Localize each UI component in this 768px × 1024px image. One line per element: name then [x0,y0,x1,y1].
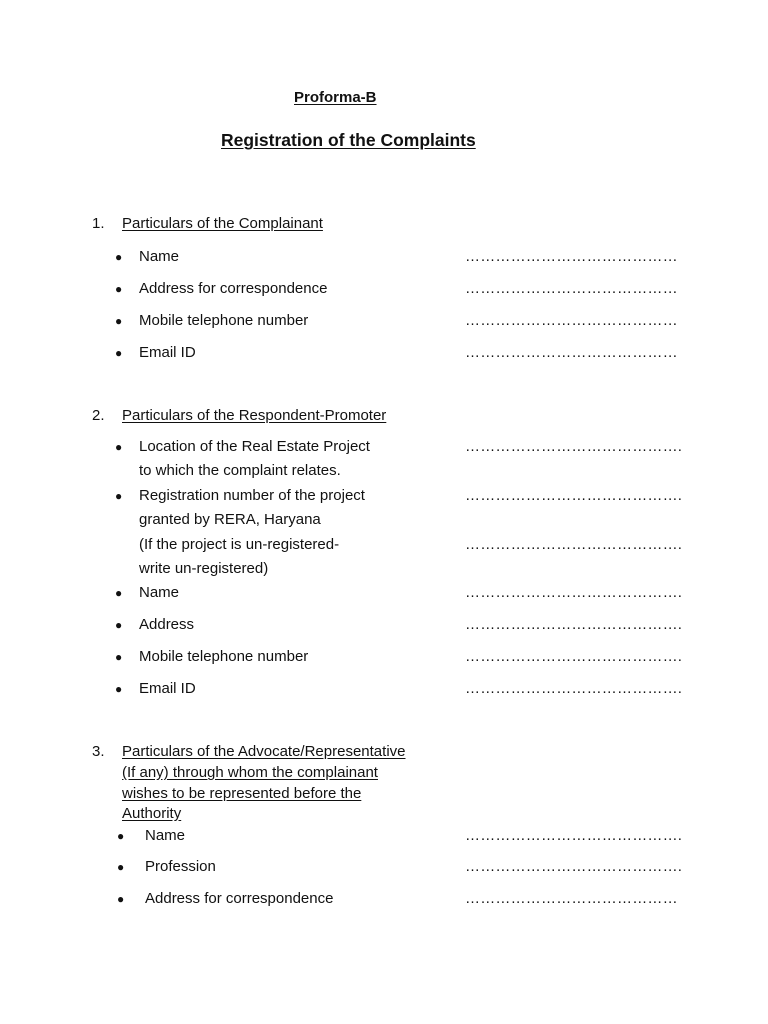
fill-in-blank: …………………………………… [465,890,678,907]
bullet-icon: ● [115,250,123,264]
bullet-icon: ● [115,314,123,328]
section-title: Particulars of the Respondent-Promoter [122,407,387,424]
field-label: Address [139,616,195,633]
fill-in-blank: ……………………………………. [465,827,683,844]
section-number: 2. [92,407,105,424]
fill-in-blank: …………………………………… [465,312,678,329]
section-number: 3. [92,743,105,760]
field-label: Name [139,248,180,265]
field-label: Email ID [139,344,196,361]
field-label: Mobile telephone number [139,312,309,329]
section-number: 1. [92,215,105,232]
page-title: Registration of the Complaints [221,130,476,150]
field-label: granted by RERA, Haryana [139,511,321,528]
section-title: Particulars of the Complainant [122,215,323,232]
field-label: Address for correspondence [145,890,334,907]
fill-in-blank: ……………………………………. [465,487,683,504]
bullet-icon: ● [115,346,123,360]
fill-in-blank: …………………………………… [465,248,678,265]
bullet-icon: ● [115,586,123,600]
section-title: Particulars of the Advocate/Representative [122,743,406,760]
bullet-icon: ● [115,618,123,632]
bullet-icon: ● [117,892,125,906]
fill-in-blank: ……………………………………. [465,858,683,875]
field-label: Mobile telephone number [139,648,309,665]
bullet-icon: ● [117,860,125,874]
fill-in-blank: ……………………………………. [465,536,683,553]
bullet-icon: ● [115,682,123,696]
fill-in-blank: ……………………………………. [465,584,683,601]
fill-in-blank: ……………………………………. [465,680,683,697]
bullet-icon: ● [117,829,125,843]
field-label: Email ID [139,680,196,697]
fill-in-blank: ……………………………………. [465,438,683,455]
bullet-icon: ● [115,489,123,503]
bullet-icon: ● [115,650,123,664]
fill-in-blank: …………………………………… [465,344,678,361]
field-label: Profession [145,858,216,875]
field-label: (If the project is un-registered- [139,536,340,553]
fill-in-blank: ……………………………………. [465,648,683,665]
field-label: Location of the Real Estate Project [139,438,370,455]
proforma-label: Proforma-B [294,89,377,106]
section-title: (If any) through whom the complainant [122,764,378,781]
field-label: to which the complaint relates. [139,462,341,479]
bullet-icon: ● [115,282,123,296]
fill-in-blank: ……………………………………. [465,616,683,633]
section-title: wishes to be represented before the [122,785,362,802]
bullet-icon: ● [115,440,123,454]
fill-in-blank: …………………………………… [465,280,678,297]
field-label: Registration number of the project [139,487,365,504]
section-title: Authority [122,805,182,822]
field-label: Address for correspondence [139,280,328,297]
field-label: Name [145,827,186,844]
field-label: Name [139,584,180,601]
field-label: write un-registered) [139,560,269,577]
